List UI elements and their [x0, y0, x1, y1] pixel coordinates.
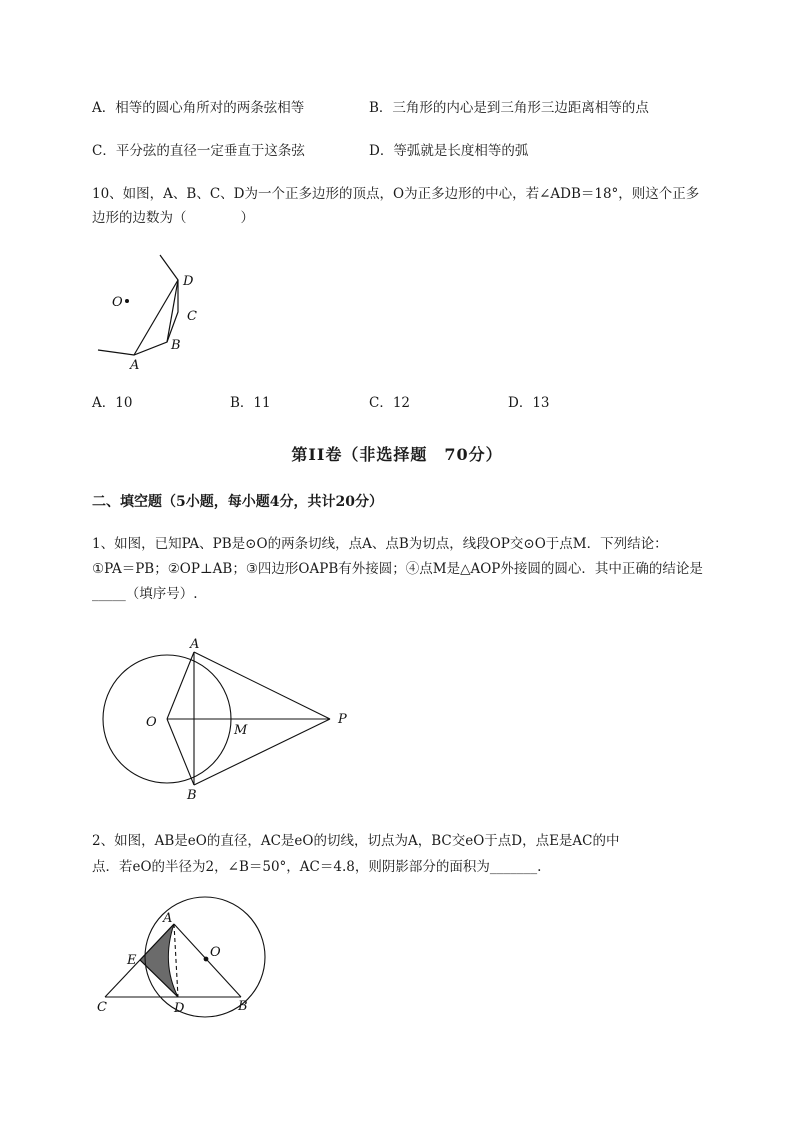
q9-option-c: C．平分弦的直径一定垂直于这条弦 [92, 143, 305, 159]
dashed-ad [174, 924, 178, 997]
q10-option-c: C．12 [369, 395, 411, 411]
q10-option-d: D．13 [508, 395, 550, 411]
tangent-pa [194, 652, 330, 719]
label-m: M [234, 723, 248, 738]
fill1-stem-line1: 1、如图，已知PA、PB是⊙O的两条切线，点A、点B为切点，线段OP交⊙O于点M．下列结论： [92, 536, 668, 552]
q10-option-a: A．10 [92, 395, 133, 411]
segment-ob [167, 719, 194, 785]
label-o: O [146, 715, 157, 730]
label-a: A [190, 637, 200, 652]
q9-option-d: D．等弧就是长度相等的弧 [369, 143, 529, 159]
shaded-region [140, 924, 178, 997]
label-b: B [171, 338, 181, 353]
label-a: A [130, 358, 140, 373]
label-e: E [127, 953, 137, 968]
label-p: P [338, 712, 347, 727]
fill2-stem-line2: 点．若eO的半径为2，∠B＝50°，AC＝4.8，则阴影部分的面积为_______. [92, 859, 542, 875]
polygon-edges [98, 255, 178, 355]
fill1-stem-line3: _____（填序号）. [92, 586, 198, 602]
fill1-tangent-figure [100, 637, 370, 807]
q10-option-b: B．11 [230, 395, 271, 411]
label-b: B [238, 999, 248, 1014]
q9-option-a: A．相等的圆心角所对的两条弦相等 [92, 100, 305, 116]
label-o: O [112, 295, 123, 310]
part2-title: 第II卷（非选择题 70分） [291, 445, 503, 464]
fill1-stem-line2: ①PA＝PB；②OP⊥AB；③四边形OAPB有外接圆；④点M是△AOP外接圆的圆心．其中正确的结论是 [92, 561, 703, 577]
q10-stem-line2: 边形的边数为（ ） [92, 210, 254, 226]
center-point-o [204, 957, 209, 962]
label-a: A [163, 911, 173, 926]
tangent-pb [194, 719, 330, 785]
label-c: C [97, 1000, 107, 1015]
center-point-o [125, 299, 129, 303]
segment-oa [167, 652, 194, 719]
label-c: C [187, 309, 197, 324]
section2-heading: 二、填空题（5小题，每小题4分，共计20分） [92, 494, 383, 510]
fill2-shaded-figure [95, 905, 285, 1015]
q10-polygon-figure [90, 250, 230, 380]
q9-option-b: B．三角形的内心是到三角形三边距离相等的点 [369, 100, 649, 116]
q10-stem-line1: 10、如图，A、B、C、D为一个正多边形的顶点，O为正多边形的中心，若∠ADB＝18°，则这个正多 [92, 186, 700, 202]
label-o: O [210, 945, 221, 960]
label-d: D [183, 274, 194, 289]
label-b: B [187, 788, 197, 803]
label-d: D [174, 1001, 185, 1016]
fill2-stem-line1: 2、如图，AB是eO的直径，AC是eO的切线，切点为A，BC交eO于点D，点E是AC的中 [92, 833, 620, 849]
